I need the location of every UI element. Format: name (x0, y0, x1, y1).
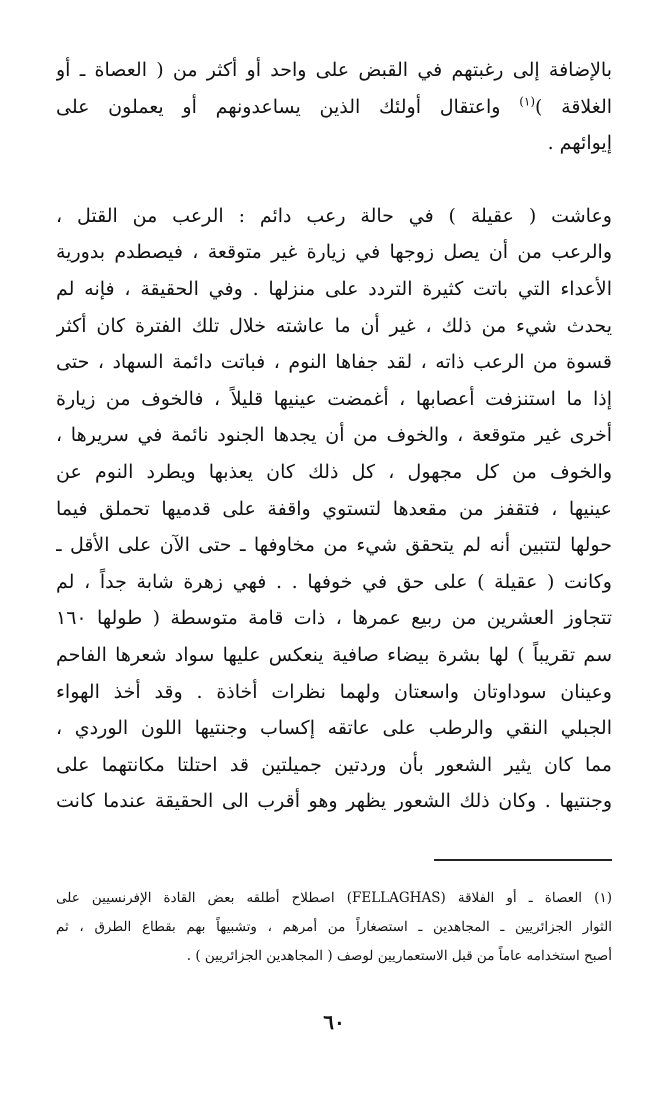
paragraph-text: واعتقال أولئك الذين يساعدونهم أو يعملون على (56, 95, 520, 118)
paragraph-line: إذا ما استنزفت أعصابها ، أغمضت عينيها قليلاً ، فالخوف من زيارة (56, 387, 612, 410)
paragraph-line: والخوف من كل مجهول ، كل ذلك كان يعذبها ويطرد النوم عن (56, 460, 612, 483)
paragraph-line: حولها لتتبين أنه لم يتحقق شيء من مخاوفها ـ حتى الآن على الأقل ـ (56, 534, 612, 557)
footnote-line: الثوار الجزائريين ـ المجاهدين ـ استصغاراً من أمرهم ، وتشبيهاً بهم بقطاع الطرق ، ثم (56, 919, 612, 935)
paragraph-line: أخرى غير متوقعة ، والخوف من أن يجدها الجنود نائمة في سريرها ، (56, 424, 612, 447)
paragraph-line: قسوة من الرعب ذاته ، لقد جفاها النوم ، فباتت دائمة السهاد ، حتى (56, 351, 612, 374)
paragraph-1 (56, 52, 612, 162)
paragraph-line (56, 89, 612, 126)
paragraph-line: والرعب من أن يصل زوجها في زيارة غير متوقعة ، فيصطدم بدورية (56, 241, 612, 264)
paragraph-text: الغلاقة ) (535, 95, 612, 118)
body-text (56, 52, 612, 820)
paragraph-line: وعاشت ( عقيلة ) في حالة رعب دائم : الرعب من القتل ، (56, 204, 612, 227)
paragraph-line: يحدث شيء من ذلك ، غير أن ما عاشته خلال تلك الفترة كان أكثر (56, 314, 612, 337)
footnote-line: (١) العصاة ـ أو الفلاقة (FELLAGHAS) اصطلاح أطلقه بعض القادة الإفرنسيين على (56, 890, 612, 906)
paragraph-line: وجنتيها . وكان ذلك الشعور يظهر وهو أقرب الى الحقيقة عندما كانت (56, 790, 612, 813)
paragraph-line: مما كان يثير الشعور بأن وردتين جميلتين قد احتلتا مكانتهما على (56, 753, 612, 776)
paragraph-line: تتجاوز العشرين من ربيع عمرها ، ذات قامة متوسطة ( طولها ١٦٠ (56, 607, 612, 630)
paragraph-line: بالإضافة إلى رغبتهم في القبض على واحد أو أكثر من ( العصاة ـ أو (56, 59, 612, 81)
footnote-line: أصبح استخدامه عاماً من قبل الاستعماريين لوصف ( المجاهدين الجزائريين ) . (186, 948, 612, 964)
page-number: ٦٠ (323, 1010, 345, 1034)
footnote-reference[interactable]: (١) (519, 94, 536, 109)
paragraph-line: وكانت ( عقيلة ) على حق في خوفها . . فهي زهرة شابة جداً ، لم (56, 570, 612, 593)
footnote (56, 884, 612, 971)
paragraph-line: الأعداء التي باتت كثيرة التردد على منزلها . وفي الحقيقة ، فإنه لم (56, 277, 612, 300)
paragraph-line: عينيها ، فتقفز من مقعدها لتستوي واقفة على قدميها تحملق فيما (56, 497, 612, 520)
paragraph-line: وعينان سوداوتان واسعتان ولهما نظرات أخاذة . وقد أخذ الهواء (56, 680, 612, 703)
paragraph-line: الجبلي النقي والرطب على عاتقه إكساب وجنتيها اللون الوردي ، (56, 717, 612, 740)
paragraph-line: سم تقريباً ) لها بشرة بيضاء صافية ينعكس عليها سواد شعرها الفاحم (56, 643, 612, 666)
paragraph-line: إيوائهم . (547, 132, 612, 155)
footnote-separator (434, 859, 612, 861)
paragraph-2 (56, 198, 612, 820)
